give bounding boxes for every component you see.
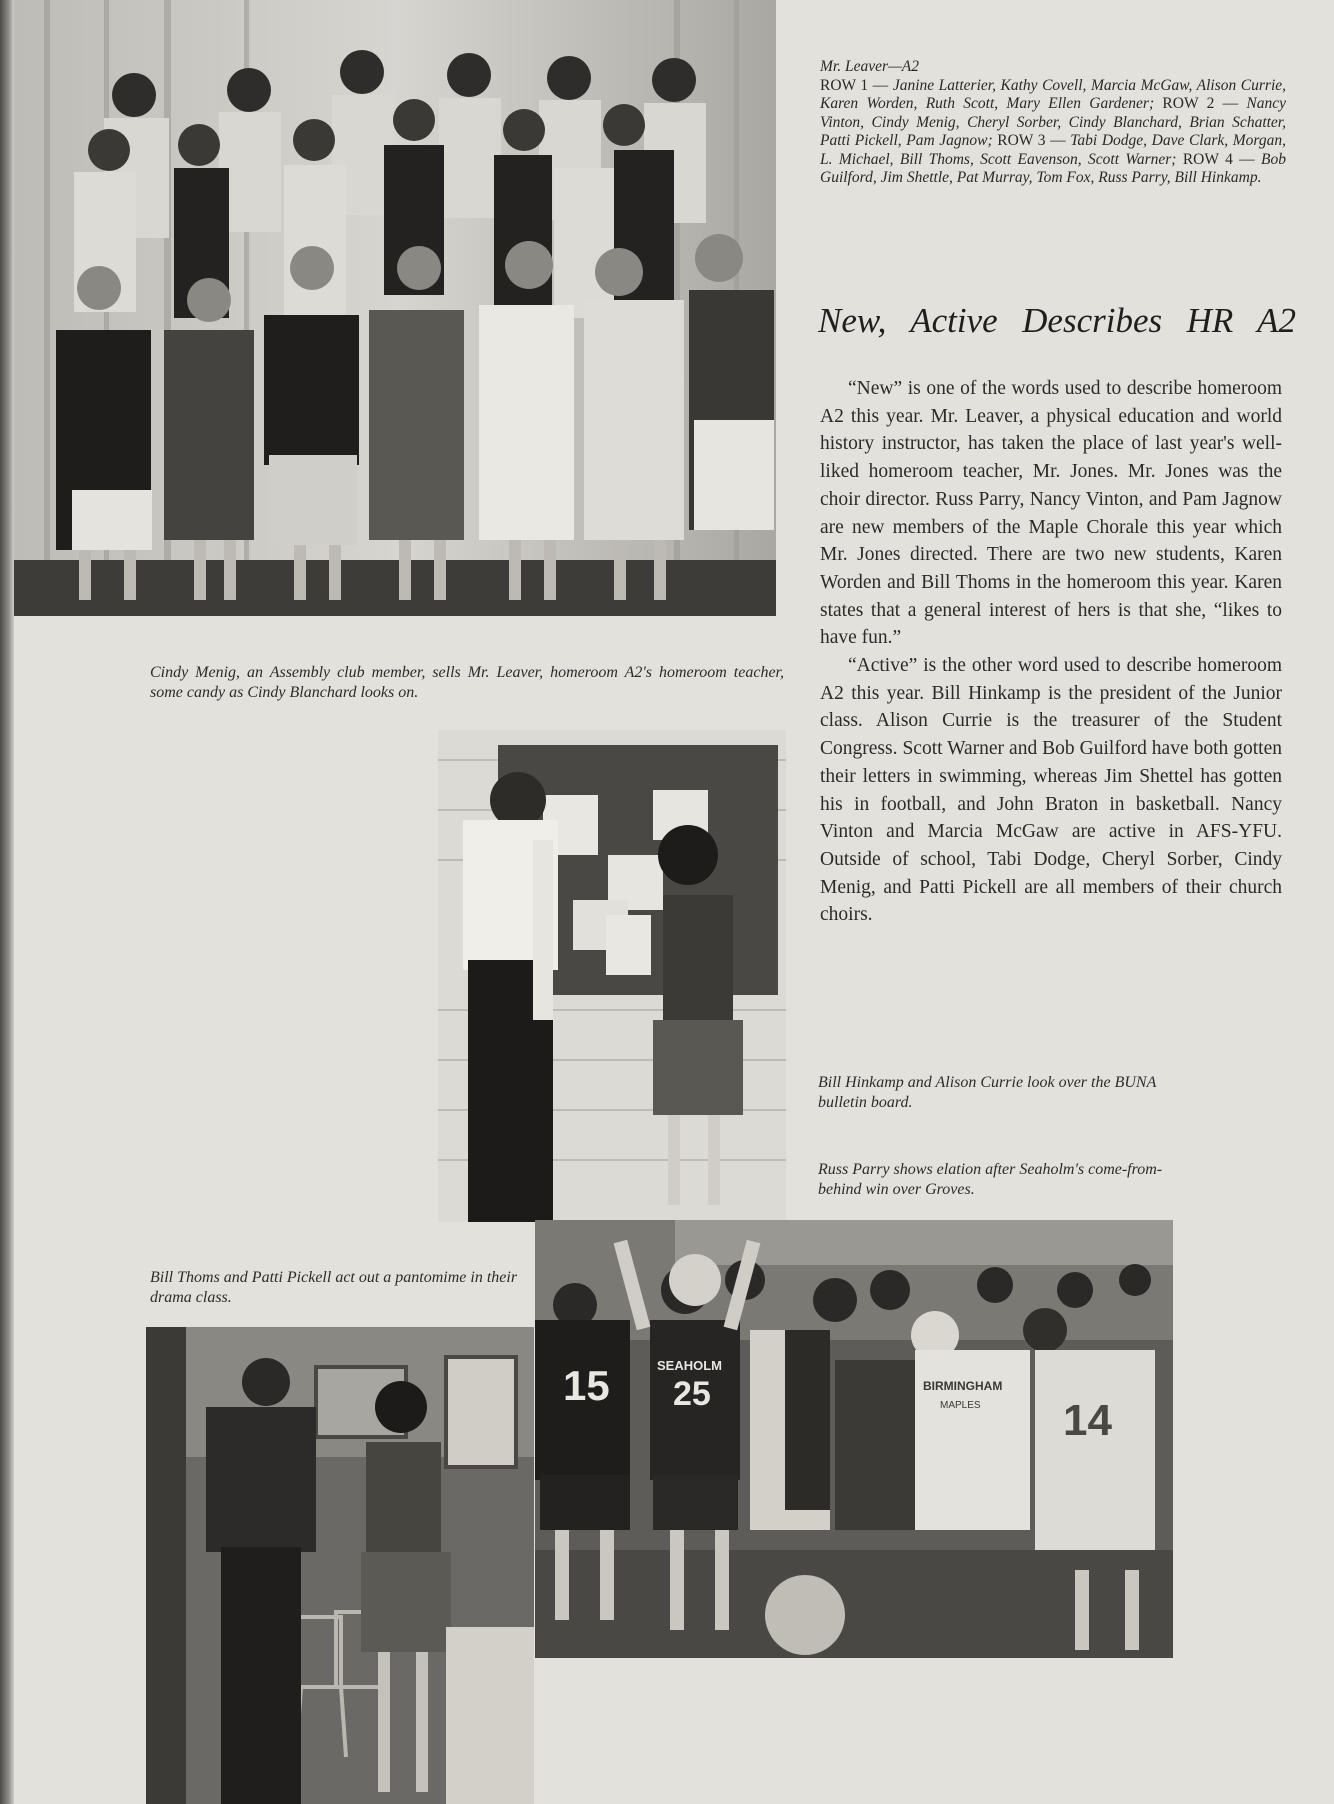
caption-pantomime: Bill Thoms and Patti Pickell act out a pantomime in their drama class. [150,1269,518,1306]
jersey-number-14: 14 [1063,1396,1112,1445]
jersey-team-seaholm: SEAHOLM [657,1358,722,1373]
roster-row2-names: Nancy Vinton, Cindy Menig, Cheryl Sorber, Cindy Blanchard, Brian Schatter, Patti Pickell, Pam Jagnow; [820,95,1287,149]
basketball-celebration-photo [535,1220,1173,1658]
article-paragraph-1: “New” is one of the words used to describe homeroom A2 this year. Mr. Leaver, a physical education and world history instructor, has taken the place of last year's well-liked homeroom teacher, Mr. Jones. Mr. Jones was the choir director. Russ Parry, Nancy Vinton, and Pam Jagnow are new members of the Maple Chorale this year which Mr. Jones directed. There are two new students, Karen Worden and Bill Thoms in the homeroom this year. Karen states that a general interest of hers is that she, “likes to have fun.” [820,378,1282,649]
jersey-team-birmingham: BIRMINGHAM [923,1379,1003,1393]
roster-row1-label: ROW 1 — [820,76,889,94]
caption-bulletin-board: Bill Hinkamp and Alison Currie look over the BUNA bulletin board. [818,1074,1157,1111]
article-paragraph-2: “Active” is the other word used to describe homeroom A2 this year. Bill Hinkamp is the president of the Junior class. Alison Currie is the treasurer of the Student Congress. Scott Warner and Bob Guilford have both gotten their letters in swimming, whereas Jim Shettel has gotten his in football, and John Braton in basketball. Nancy Vinton and Marcia McGaw are active in AFS-YFU. Outside of school, Tabi Dodge, Cheryl Sorber, Cindy Menig, and Patti Pickell are all members of their church choirs. [820,655,1282,926]
roster-teacher: Mr. Leaver—A2 [820,58,920,75]
caption-candy-sale: Cindy Menig, an Assembly club member, sells Mr. Leaver, homeroom A2's homeroom teacher, some candy as Cindy Blanchard looks on. [150,664,784,701]
caption-russ-parry: Russ Parry shows elation after Seaholm's come-from-behind win over Groves. [818,1161,1163,1198]
roster-row2-label: ROW 2 — [1162,95,1239,112]
jersey-number-25: 25 [673,1375,711,1413]
roster-row3-names: Tabi Dodge, Dave Clark, Morgan, L. Michael, Bill Thoms, Scott Eavenson, Scott Warner; [820,132,1286,168]
page-binding-edge [0,0,14,1804]
roster-row3-label: ROW 3 — [997,132,1066,149]
article-headline: New, Active Describes HR A2 [818,301,1296,340]
jersey-number-15: 15 [563,1362,610,1409]
jersey-team-maples: MAPLES [940,1400,981,1411]
bulletin-board-photo [438,730,786,1222]
article-body [820,375,1282,929]
roster-row4-names: Bob Guilford, Jim Shettle, Pat Murray, Tom Fox, Russ Parry, Bill Hinkamp. [820,150,1286,186]
pantomime-drama-photo [146,1327,534,1804]
homeroom-group-photo [14,0,776,616]
roster-listing [820,58,1286,188]
roster-row1-names: Janine Latterier, Kathy Covell, Marcia McGaw, Alison Currie, Karen Worden, Ruth Scott, Mary Ellen Gardener; [820,76,1287,112]
roster-row4-label: ROW 4 — [1182,150,1255,168]
